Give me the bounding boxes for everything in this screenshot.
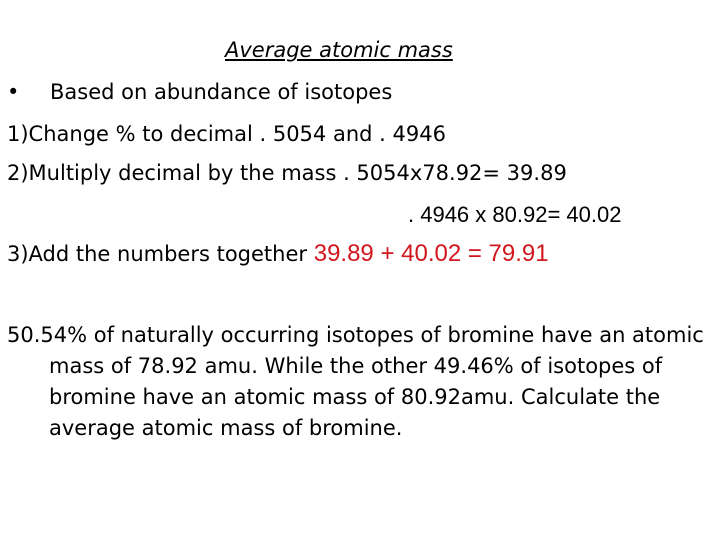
- step-3-text: 3)Add the numbers together: [7, 242, 314, 266]
- problem-paragraph: 50.54% of naturally occurring isotopes of bromine have an atomic mass of 78.92 amu. While the other 49.46% of isotopes of bromine have an atomic mass of 80.92amu. Calculate the average atomic mass of bromine.: [7, 323, 704, 440]
- step-3: [7, 241, 549, 267]
- step-1: 1)Change % to decimal . 5054 and . 4946: [7, 122, 446, 146]
- bullet-icon: •: [7, 80, 20, 104]
- step-2-continued: . 4946 x 80.92= 40.02: [408, 202, 622, 227]
- slide-title: Average atomic mass: [225, 38, 453, 62]
- step-3-result: 39.89 + 40.02 = 79.91: [313, 240, 549, 267]
- bullet-text: Based on abundance of isotopes: [50, 80, 393, 104]
- step-2: 2)Multiply decimal by the mass . 5054x78.92= 39.89: [7, 161, 567, 185]
